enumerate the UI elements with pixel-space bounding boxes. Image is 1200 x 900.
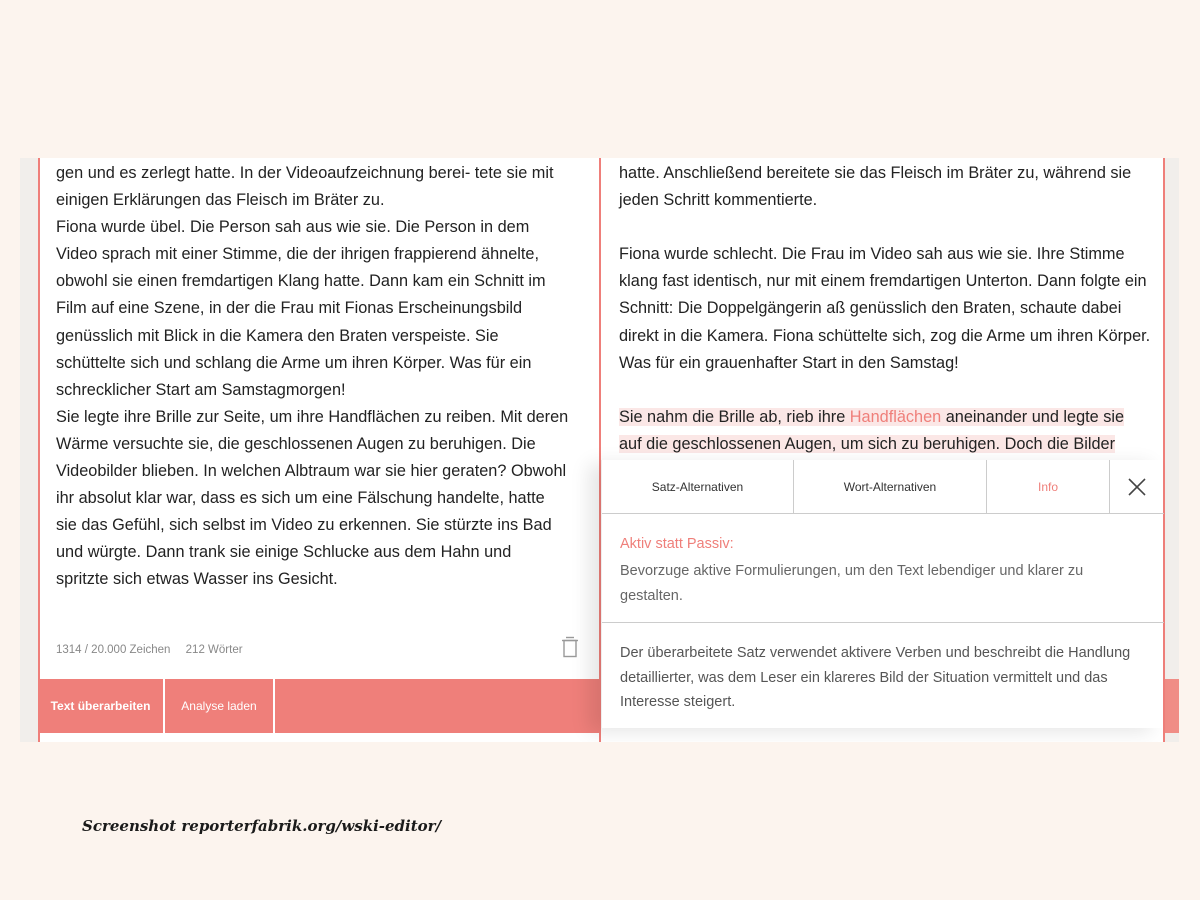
- suggestion-popup: [601, 460, 1163, 728]
- highlighted-paragraph[interactable]: [619, 404, 1151, 458]
- tab-sentence-alternatives[interactable]: Satz-Alternativen: [602, 460, 794, 514]
- info-explanation: Der überarbeitete Satz verwendet aktivere Verben und beschreibt die Handlung detaillierter, was dem Leser ein klareres Bild der Situation vermittelt und das Interesse steigert.: [620, 645, 1131, 710]
- screenshot-caption: Screenshot reporterfabrik.org/wski-editor/: [82, 817, 442, 835]
- load-analysis-button[interactable]: Analyse laden: [165, 679, 275, 733]
- highlighted-sentence[interactable]: [619, 408, 1124, 453]
- text-paragraph: Fiona wurde übel. Die Person sah aus wie sie. Die Person in dem Video sprach mit einer Stimme, die der ihrigen frappierend ähnelte, obwohl sie einen fremdartigen Klang hatte. Dann kam ein Schnitt im Film auf eine Szene, in der die Frau mit Fionas Erscheinungsbild genüsslich mit Blick in die Kamera den Braten verspeiste. Sie schüttelte sich und schlang die Arme um ihren Körper. Was für ein schrecklicher Start am Samstagmorgen!: [56, 218, 546, 399]
- character-count: 1314 / 20.000 Zeichen: [56, 644, 171, 656]
- tab-word-alternatives[interactable]: Wort-Alternativen: [794, 460, 987, 514]
- revised-text[interactable]: [619, 160, 1151, 485]
- highlighted-word[interactable]: Handflächen: [849, 407, 942, 426]
- trash-icon[interactable]: [561, 636, 579, 658]
- info-description: Bevorzuge aktive Formulierungen, um den Text lebendiger und klarer zu gestalten.: [620, 563, 1084, 604]
- tab-info[interactable]: Info: [987, 460, 1110, 514]
- popup-tabs: [602, 460, 1164, 514]
- close-button[interactable]: [1110, 460, 1164, 514]
- divider: [602, 622, 1164, 623]
- original-text[interactable]: [56, 160, 586, 594]
- revise-text-button[interactable]: Text überarbeiten: [38, 679, 165, 733]
- original-text-panel: [38, 158, 601, 742]
- editor-screenshot: [20, 158, 1179, 742]
- text-paragraph: hatte. Anschließend bereitete sie das Fleisch im Bräter zu, während sie jeden Schritt kommentierte.: [619, 164, 1132, 210]
- text-paragraph: Fiona wurde schlecht. Die Frau im Video sah aus wie sie. Ihre Stimme klang fast identisch, nur mit einem fremdartigen Unterton. Dann folgte ein Schnitt: Die Doppelgängerin aß genüsslich den Braten, schaute dabei direkt in die Kamera. Fiona schüttelte sich, zog die Arme um ihren Körper. Was für ein grauenhafter Start in den Samstag!: [619, 245, 1151, 372]
- text-paragraph: gen und es zerlegt hatte. In der Videoaufzeichnung berei- tete sie mit einigen Erklärungen das Fleisch im Bräter zu.: [56, 164, 554, 210]
- word-count: 212 Wörter: [185, 644, 243, 656]
- text-statistics: [56, 644, 243, 656]
- sentence-part: aneinander und legte sie auf die geschlossenen Augen, um sich zu beruhigen. Doch die Bilder: [619, 407, 1125, 453]
- text-paragraph: Sie legte ihre Brille zur Seite, um ihre Handflächen zu reiben. Mit deren Wärme versuchte sie, die geschlossenen Augen zu beruhigen. Die Videobilder blieben. In welchen Albtraum war sie hier geraten? Obwohl ihr absolut klar war, dass es sich um eine Fälschung handelte, hatte sie das Gefühl, sich selbst im Video zu erkennen. Sie stürzte ins Bad und würgte. Dann trank sie einige Schlucke aus dem Hahn und spritzte sich etwas Wasser ins Gesicht.: [56, 407, 569, 589]
- close-icon: [1127, 477, 1147, 497]
- sentence-part: Sie nahm die Brille ab, rieb ihre: [619, 407, 850, 426]
- info-title: Aktiv statt Passiv:: [620, 536, 734, 552]
